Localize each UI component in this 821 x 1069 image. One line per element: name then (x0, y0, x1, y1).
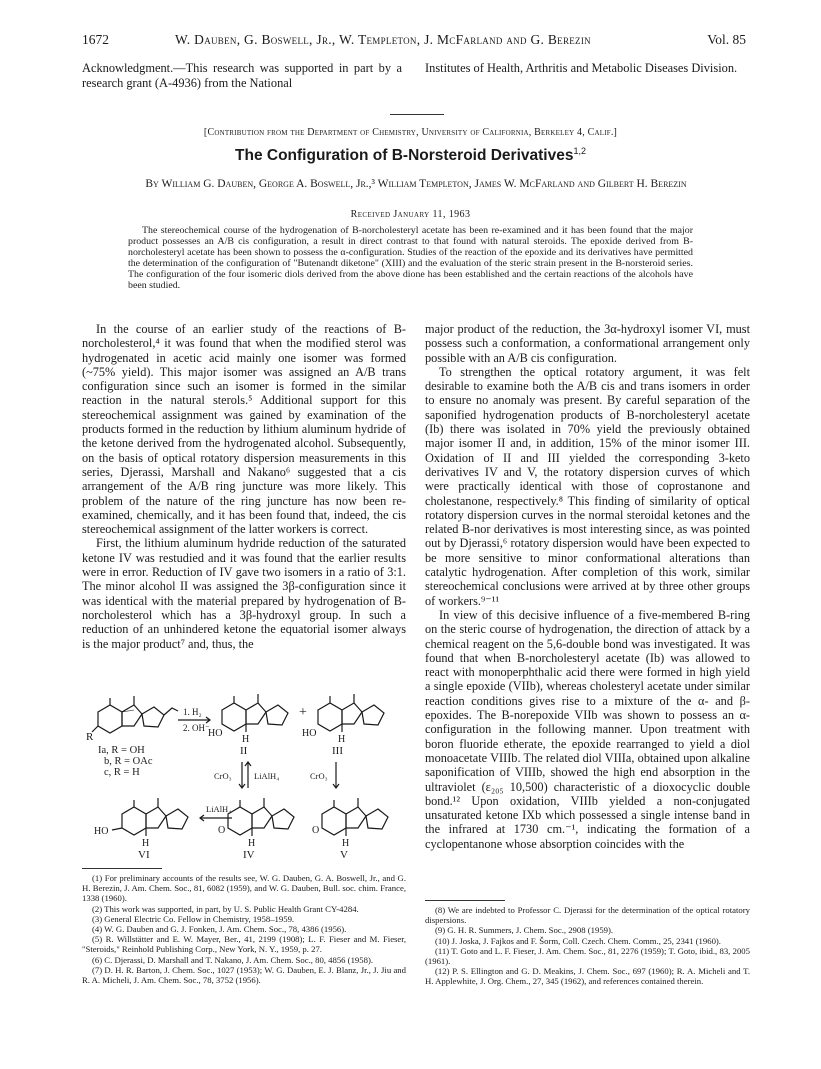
structure-VI (112, 798, 188, 836)
article-title-text: The Configuration of B-Norsteroid Derivatives (235, 147, 574, 165)
ho-label-III: HO (302, 728, 317, 739)
right-paragraph-3: In view of this decisive influence of a five-membered B-ring on the steric course of hydrogenation, the direction of attack by a chemical reagent on the 5,6-double bond was investigated. It was found that when B-norcholesteryl acetate (Ib) was allowed to react with monoperphthalic acid there were formed in high yield a single epoxide (VIIb), whereas cholesteryl acetate under similar reaction conditions gives rise to a mixture of the α- and β-epoxides. The B-norepoxide VIIb was shown to possess an α-configuration in the following manner. Upon treatment with boron fluoride etherate, the epoxide rearranged to yield a diol monoacetate VIIIb. The related diol VIIIa, obtained upon alkaline saponification of VIIIb, showed the high end absorption in the ultraviolet (ε₂₀₅ 10,500) characteristic of a dioxocyclic double bond.¹² Upon oxidation, VIIIb yielded a non-conjugated unsaturated ketone IXb which possessed a single intense band in the infrared at 1730 cm.⁻¹, indicating the formation of a cyclopentanone whose absorption coincides with the (425, 607, 750, 851)
separator-rule (390, 114, 444, 115)
footnotes-right (425, 905, 750, 987)
right-paragraph-1: major product of the reduction, the 3α-hydroxyl isomer VI, must possess such a conformation, a conformational arrangement only possible with an A/B cis configuration. (425, 322, 750, 365)
reagent-lialh4-left: LiAlH₄ (206, 804, 232, 814)
plus-sign: + (299, 705, 307, 720)
reagent-step-1: 1. H₂ (183, 707, 202, 717)
footnote: (1) For preliminary accounts of the results see, W. G. Dauben, G. A. Boswell, Jr., and G. H. Berezin, J. Am. Chem. Soc., 81, 6082 (1959), and W. G. Dauben, Bull. soc. chim. France, 1338 (1960). (82, 873, 406, 904)
structure-V (322, 798, 388, 836)
acknowledgment-right: Institutes of Health, Arthritis and Metabolic Diseases Division. (425, 61, 738, 75)
structure-I (92, 696, 178, 733)
running-header (0, 32, 821, 52)
compound-label-II: II (240, 745, 248, 757)
footnote-rule-right (425, 900, 505, 901)
h-label-III: H (338, 734, 346, 745)
page-number: 1672 (82, 32, 109, 47)
o-label-IV: O (218, 825, 226, 836)
reagent-step-2: 2. OH⁻ (183, 723, 210, 733)
volume-label: Vol. 85 (707, 32, 746, 47)
reagent-lialh4-down: LiAlH₄ (254, 771, 280, 781)
structure-IV (228, 798, 294, 836)
footnote: (10) J. Joska, J. Fajkos and F. Šorm, Coll. Czech. Chem. Comm., 25, 2341 (1960). (435, 935, 721, 946)
footnote: (8) We are indebted to Professor C. Djerassi for the determination of the optical rotatory dispersions. (425, 905, 750, 926)
r-label: R (86, 731, 94, 743)
compound-label-IV: IV (243, 849, 255, 861)
footnote-rule-left (82, 868, 162, 869)
h-label-V: H (342, 838, 350, 849)
o-label-V: O (312, 825, 320, 836)
compound-label-III: III (332, 745, 343, 757)
structure-II (222, 694, 288, 732)
left-paragraph-1: In the course of an earlier study of the reactions of B-norcholesterol,⁴ it was found that when the modified sterol was hydrogenated in acetic acid mainly one isomer was formed (~75% yield). This major isomer was assigned an A/B trans configuration since such an isomer is formed in the similar reaction in the natural sterols.⁵ Additional support for this stereochemical assignment was gained by examination of the products formed in the reduction by lithium aluminum hydride of the ketone derived from the hydrogenated alcohol. Subsequently, on the basis of optical rotatory dispersion measurements in this series, Djerassi, Marshall and Nakano⁶ suggested that a cis arrangement of the A/B ring juncture was more likely. This problem of the nature of the ring juncture has now been re-examined, chemically, and it has been found that, indeed, the cis stereochemical assignment of the latter workers is correct. (82, 322, 406, 537)
footnote: (11) T. Goto and L. F. Fieser, J. Am. Chem. Soc., 81, 2276 (1959); T. Goto, ibid., 83, 2005 (1961). (425, 945, 750, 967)
label-ic: c, R = H (104, 767, 140, 778)
structure-III (318, 694, 384, 732)
running-authors: W. Dauben, G. Boswell, Jr., W. Templeton, J. McFarland and G. Berezin (175, 32, 591, 47)
ho-label-II: HO (208, 728, 223, 739)
article-title (0, 146, 821, 165)
footnote: (3) General Electric Co. Fellow in Chemistry, 1958–1959. (92, 913, 295, 924)
h-label-II: H (242, 734, 250, 745)
compound-label-V: V (340, 849, 348, 861)
label-ia: Ia, R = OH (98, 745, 145, 756)
footnote: (12) P. S. Ellington and G. D. Meakins, J. Chem. Soc., 697 (1960); R. A. Micheli and T. H. Applewhite, J. Org. Chem., 27, 345 (1962), and references contained therein. (425, 966, 750, 987)
reaction-scheme (82, 670, 412, 862)
left-column (82, 322, 406, 651)
footnote: (7) D. H. R. Barton, J. Chem. Soc., 1027 (1953); W. G. Dauben, E. J. Blanz, Jr., J. Jiu and R. A. Micheli, J. Am. Chem. Soc., 78, 3752 (1956). (82, 964, 406, 986)
byline: By William G. Dauben, George A. Boswell, Jr.,³ William Templeton, James W. McFarland and Gilbert H. Berezin (145, 178, 687, 190)
received-date: Received January 11, 1963 (350, 209, 471, 220)
right-column (425, 322, 750, 851)
title-footnote-marks: 1,2 (573, 146, 586, 156)
h-label-IV: H (248, 838, 256, 849)
h-label-VI: H (142, 838, 150, 849)
reagent-cro3-II: CrO₃ (214, 771, 232, 781)
footnote: (6) C. Djerassi, D. Marshall and T. Nakano, J. Am. Chem. Soc., 80, 4856 (1958). (92, 954, 374, 965)
compound-label-VI: VI (138, 849, 150, 861)
footnote: (5) R. Willstätter and E. W. Mayer, Ber., 41, 2199 (1908); L. F. Fieser and M. Fieser, "Steroids," Reinhold Publishing Corp., New York, N. Y., 1959, p. 27. (82, 934, 406, 955)
label-ib: b, R = OAc (104, 756, 153, 767)
abstract: The stereochemical course of the hydrogenation of B-norcholesteryl acetate has been re-examined and it has been found that the major product possesses an A/B cis configuration, a result in direct contrast to that found with natural steroids. The epoxide derived from B-norcholesteryl acetate has been shown to possess the α-configuration. Studies of the reaction of the epoxide and its derivatives have permitted the determination of the configuration of "Butenandt diketone" (XIII) and the evaluation of the steric strain present in the B-norsteroid series. The configuration of the four isomeric diols derived from the above dione has been established and the certain reactions of the alcohols have been studied. (128, 225, 693, 291)
left-paragraph-2: First, the lithium aluminum hydride reduction of the saturated ketone IV was restudied and it was found that the earlier results were in error. Reduction of IV gave two isomers in a ratio of 3:1. The minor alcohol II was assigned the 3β-configuration since it was identical with the material prepared by hydrogenation of B-norcholesterol which has a 3β-hydroxyl group. In such a reduction of an unhindered ketone the equatorial isomer always is the major product⁷ and, thus, the (82, 536, 406, 651)
footnote: (4) W. G. Dauben and G. J. Fonken, J. Am. Chem. Soc., 78, 4386 (1956). (92, 924, 347, 935)
footnote: (2) This work was supported, in part, by U. S. Public Health Grant CY-4284. (92, 903, 359, 914)
acknowledgment-left: Acknowledgment.—This research was supported in part by a research grant (A-4936) from the National (82, 61, 402, 90)
footnote: (9) G. H. R. Summers, J. Chem. Soc., 2908 (1959). (435, 925, 614, 936)
reagent-cro3-III: CrO₃ (310, 771, 328, 781)
contribution-line: [Contribution from the Department of Chemistry, University of California, Berkeley 4, Calif.] (203, 127, 618, 138)
ho-label-VI: HO (94, 826, 109, 837)
footnotes-left (82, 873, 406, 985)
right-paragraph-2: To strengthen the optical rotatory argument, it was felt desirable to examine both the A/B cis and trans isomers in order to ensure no anomaly was present. By careful separation of the saponified hydrogenation products of B-norcholesteryl acetate (Ib) there was isolated in 70% yield the previously obtained major isomer II and, in addition, 15% of the minor isomer III. Oxidation of II and III yielded the corresponding 3-keto derivatives IV and V, the rotatory dispersion curves of which were practically identical with those of coprostanone and cholestanone, respectively.⁸ This finding of similarity of optical rotatory dispersion curves in the normal steroidal ketones and the related B-nor derivatives is most interesting since, as was pointed out by Djerassi,⁶ rotatory dispersion would have been expected to be more sensitive to minor conformational alterations than catalytic hydrogenation. After completion of this work, similar stereochemical conclusions were arrived at by three other groups of workers.⁹⁻¹¹ (425, 364, 750, 608)
